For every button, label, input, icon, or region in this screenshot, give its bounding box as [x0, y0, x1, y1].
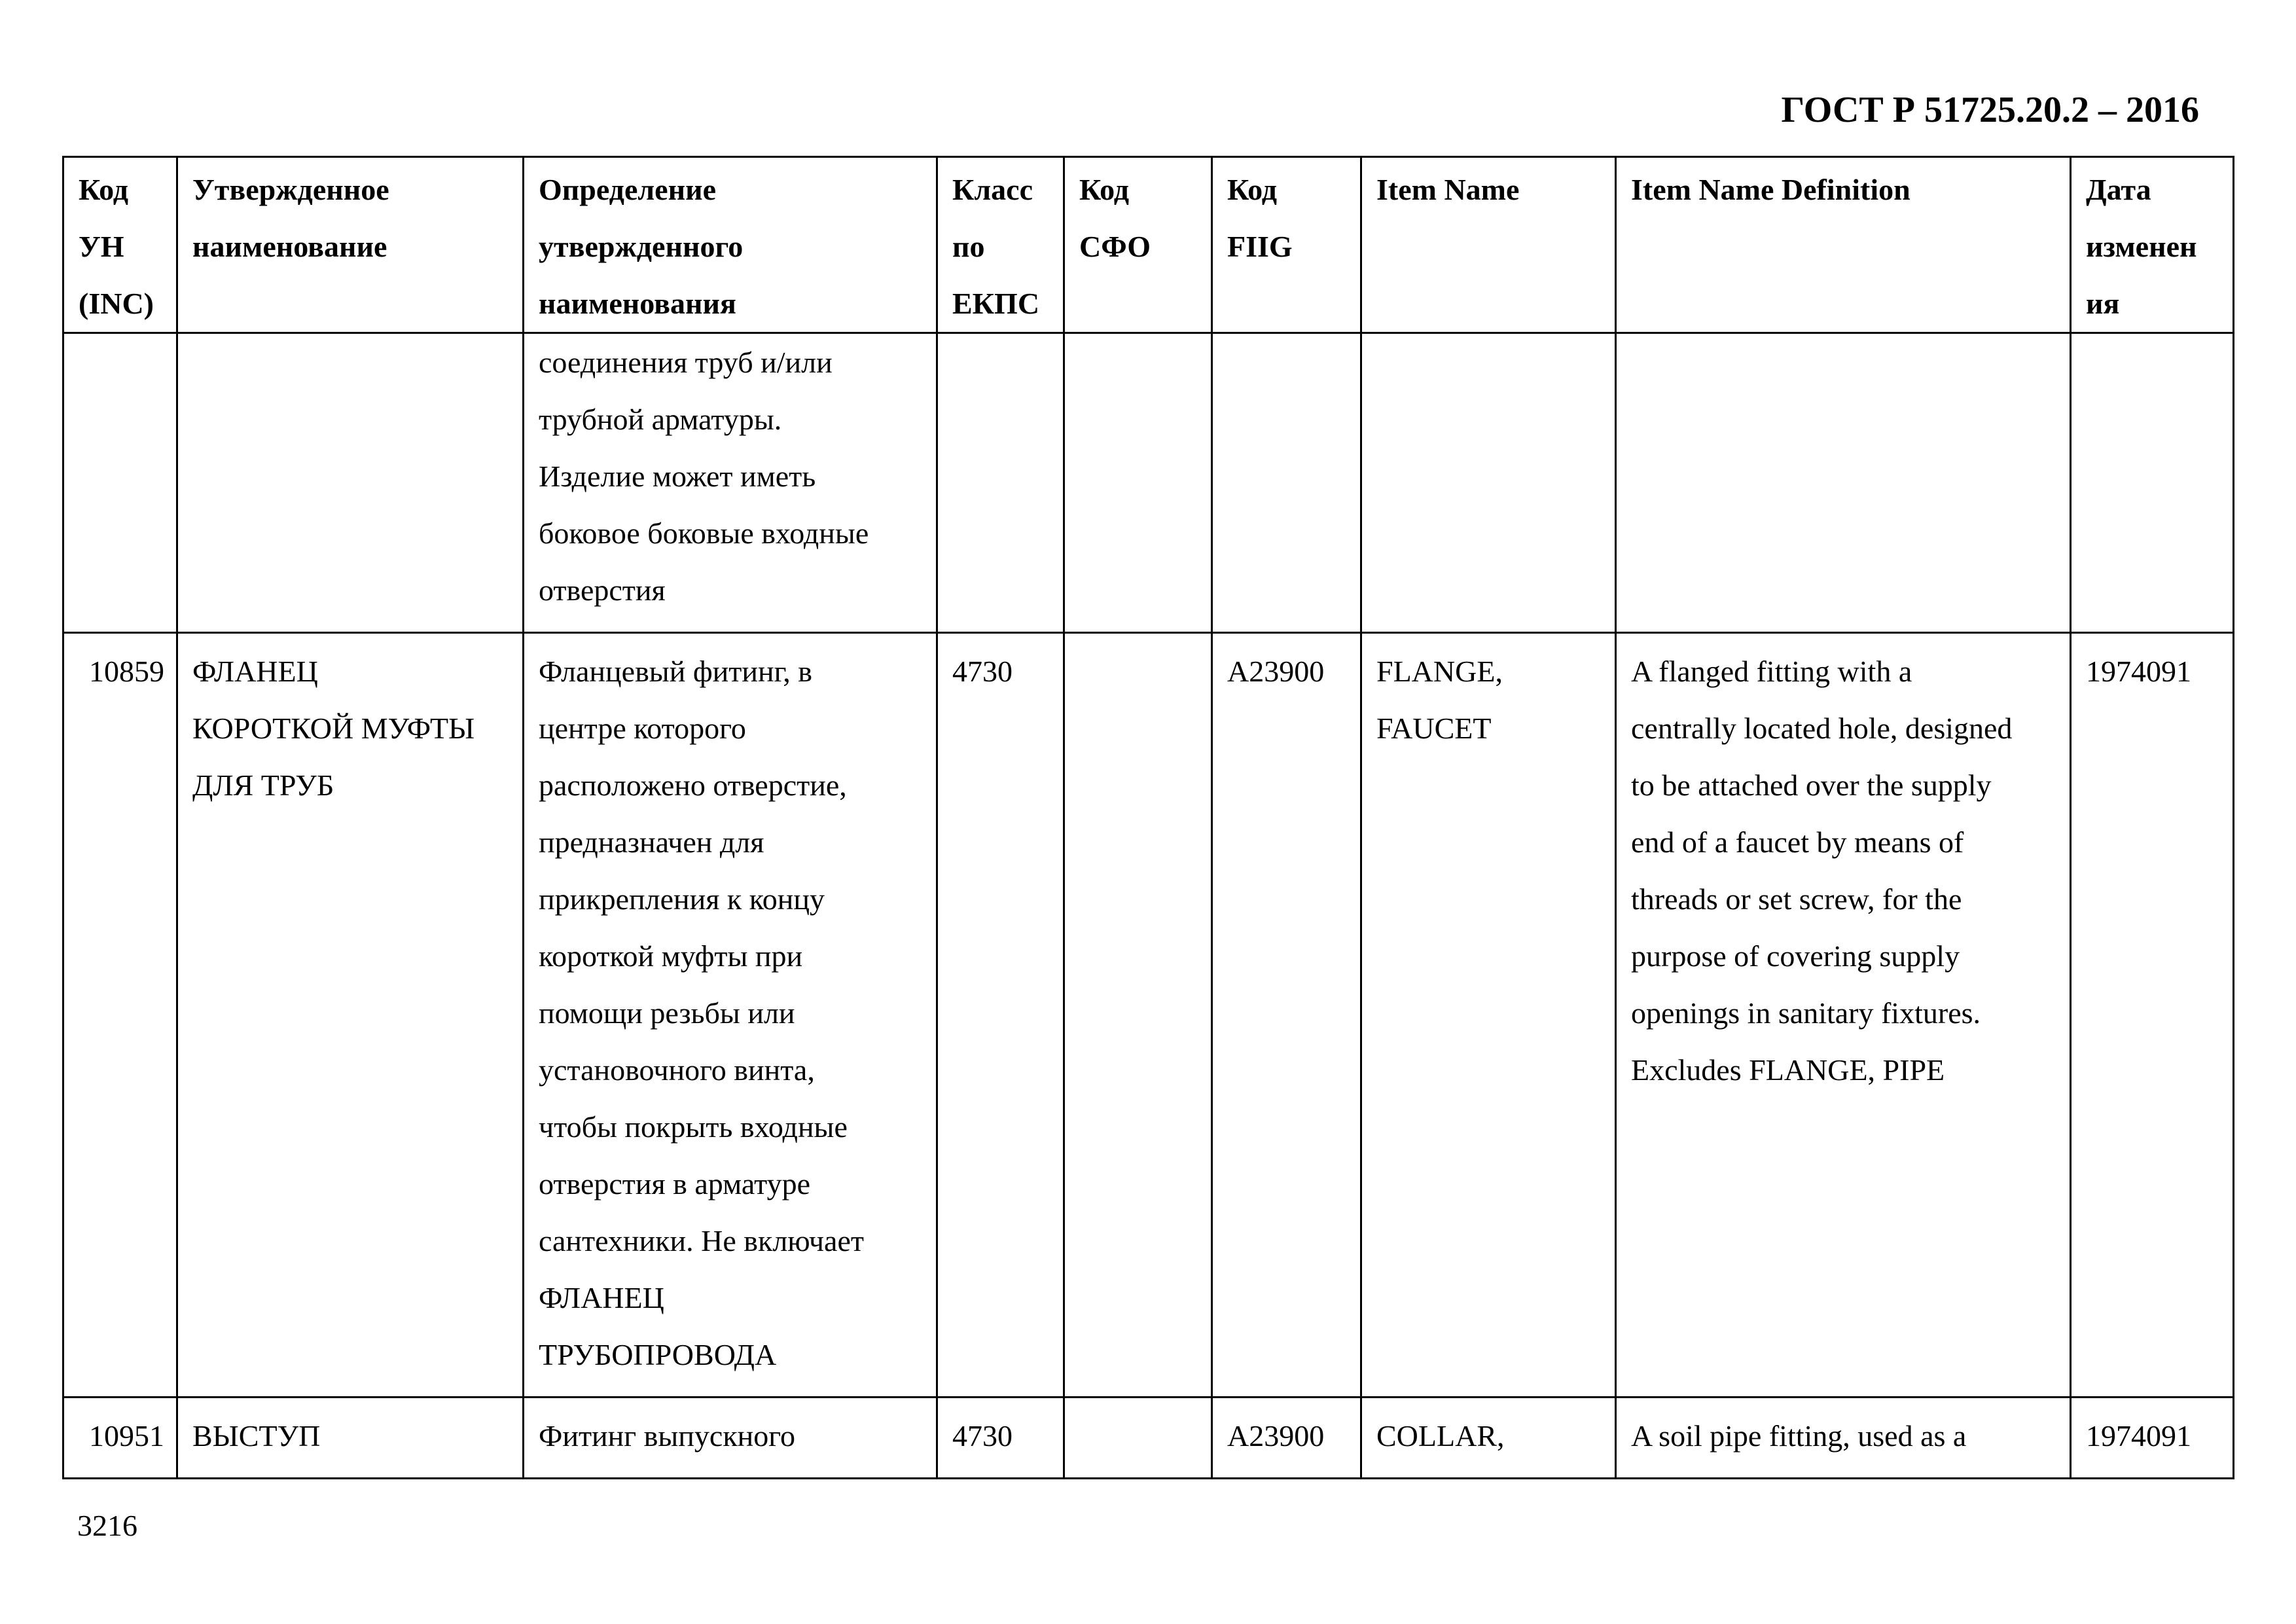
header-change-date: Дата изменен ия: [2071, 157, 2234, 333]
cell-inc: 10951: [63, 1398, 177, 1479]
cell-definition: Фланцевый фитинг, в центре которого расположено отверстие, предназначен для прикрепления к концу короткой муфты при помощи резьбы или установочного винта, чтобы покрыть входные отверстия в арматуре сантехники. Не включает ФЛАНЕЦ ТРУБОПРОВОДА: [524, 633, 937, 1398]
cell-date: 1974091: [2071, 633, 2234, 1398]
page-number: 3216: [77, 1509, 137, 1542]
cell-definition: Фитинг выпускного: [524, 1398, 937, 1479]
cell-approved-name: [177, 333, 524, 633]
cell-fiig: A23900: [1212, 1398, 1361, 1479]
cell-inc: [63, 333, 177, 633]
cell-fiig: A23900: [1212, 633, 1361, 1398]
cell-sfo: [1064, 333, 1212, 633]
cell-item-definition: [1616, 333, 2071, 633]
cell-item-name: [1361, 333, 1616, 633]
cell-item-definition: A flanged fitting with a centrally located hole, designed to be attached over the supply end of a faucet by means of threads or set screw, for the purpose of covering supply openings in sanitary fixtures. Excludes FLANGE, PIPE: [1616, 633, 2071, 1398]
cell-item-name: FLANGE, FAUCET: [1361, 633, 1616, 1398]
cell-sfo: [1064, 633, 1212, 1398]
cell-date: [2071, 333, 2234, 633]
cell-definition: соединения труб и/или трубной арматуры. Изделие может иметь боковое боковые входные отверстия: [524, 333, 937, 633]
cell-sfo: [1064, 1398, 1212, 1479]
cell-item-name: COLLAR,: [1361, 1398, 1616, 1479]
table-row: [63, 333, 2234, 633]
header-inc-code: Код УН (INC): [63, 157, 177, 333]
header-fiig-code: Код FIIG: [1212, 157, 1361, 333]
cell-class: 4730: [937, 633, 1064, 1398]
cell-approved-name: ФЛАНЕЦ КОРОТКОЙ МУФТЫ ДЛЯ ТРУБ: [177, 633, 524, 1398]
header-approved-name: Утвержденное наименование: [177, 157, 524, 333]
header-item-name: Item Name: [1361, 157, 1616, 333]
cell-inc: 10859: [63, 633, 177, 1398]
cell-class: [937, 333, 1064, 633]
table-header-row: [63, 157, 2234, 333]
table-row: [63, 633, 2234, 1398]
header-sfo-code: Код СФО: [1064, 157, 1212, 333]
cell-approved-name: ВЫСТУП: [177, 1398, 524, 1479]
header-ekps-class: Класс по ЕКПС: [937, 157, 1064, 333]
cell-date: 1974091: [2071, 1398, 2234, 1479]
cell-class: 4730: [937, 1398, 1064, 1479]
table-row: [63, 1398, 2234, 1479]
cell-item-definition: A soil pipe fitting, used as a: [1616, 1398, 2071, 1479]
document-standard-header: ГОСТ Р 51725.20.2 – 2016: [1781, 90, 2199, 130]
header-item-name-definition: Item Name Definition: [1616, 157, 2071, 333]
cell-fiig: [1212, 333, 1361, 633]
item-name-registry-table: [62, 156, 2234, 1479]
header-name-definition: Определение утвержденного наименования: [524, 157, 937, 333]
